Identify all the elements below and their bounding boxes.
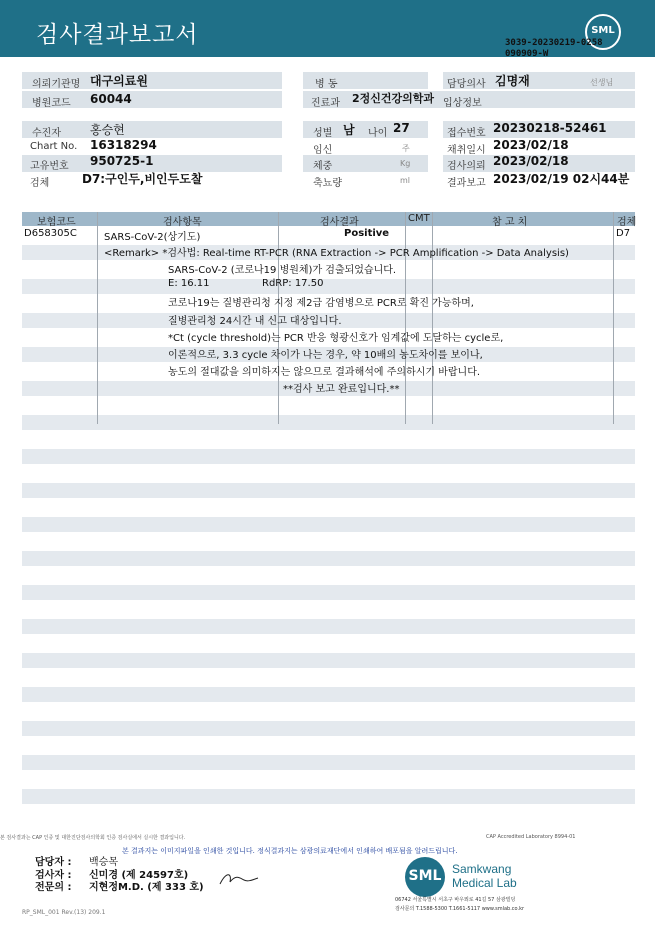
weight-label: 체중 bbox=[313, 161, 333, 172]
table-row-stripe bbox=[22, 585, 635, 600]
signature-icon bbox=[218, 868, 260, 888]
info-bar bbox=[22, 121, 282, 138]
dept-label: 진료과 bbox=[311, 98, 340, 109]
remark-line: 이론적으로, 3.3 cycle 차이가 나는 경우, 약 10배의 농도차이를 보이나, bbox=[168, 350, 483, 361]
collect-label: 채취일시 bbox=[447, 145, 486, 156]
collect-value: 2023/02/18 bbox=[493, 138, 569, 152]
remark-line: 코로나19는 질병관리청 지정 제2급 감염병으로 PCR로 확진 가능하며, bbox=[168, 298, 474, 309]
report-number-line2: 090909-W bbox=[505, 49, 549, 59]
official-notice: 본 결과지는 이미지파일을 인쇄한 것입니다. 정식결과지는 삼광의료재단에서 인쇄하여 배포됨을 알려드립니다. bbox=[122, 847, 458, 855]
urine-label: 축뇨량 bbox=[313, 178, 342, 189]
table-row-stripe bbox=[22, 789, 635, 804]
remark-line: 질병관리청 24시간 내 신고 대상입니다. bbox=[168, 316, 342, 327]
row-code: D658305C bbox=[24, 228, 77, 239]
id-label: 고유번호 bbox=[30, 161, 69, 172]
header-insurance-code: 보험코드 bbox=[37, 217, 76, 228]
chart-value: 16318294 bbox=[90, 138, 157, 152]
table-row-stripe bbox=[22, 517, 635, 532]
table-row-stripe bbox=[22, 755, 635, 770]
row-specimen: D7 bbox=[616, 228, 631, 239]
report-title: 검사결과보고서 bbox=[36, 22, 199, 48]
request-value: 2023/02/18 bbox=[493, 154, 569, 168]
header-cmt: CMT bbox=[408, 213, 430, 224]
urine-unit: ml bbox=[400, 176, 411, 185]
column-divider bbox=[613, 212, 614, 424]
reporter-label: 담당자 : bbox=[35, 857, 72, 868]
cap-number: CAP Accredited Laboratory 8994-01 bbox=[486, 834, 576, 840]
report-date-value: 2023/02/19 02시44분 bbox=[493, 172, 630, 186]
tester-label: 검사자 : bbox=[35, 870, 72, 881]
sml-lab-logo-icon bbox=[405, 857, 445, 897]
report-date-label: 결과보고 bbox=[447, 178, 486, 189]
report-number-line1: 3039-20230219-0258 bbox=[505, 38, 603, 48]
receipt-label: 접수번호 bbox=[447, 128, 486, 139]
hosp-code-label: 병원코드 bbox=[32, 98, 71, 109]
remark-line: *Ct (cycle threshold)는 PCR 반응 형광신호가 임계값에 도달하는 cycle로, bbox=[168, 333, 504, 344]
lab-name-line1: Samkwang bbox=[452, 862, 512, 876]
table-row-stripe bbox=[22, 551, 635, 566]
lab-name bbox=[452, 862, 517, 890]
remark-e-value: E: 16.11 bbox=[168, 278, 210, 289]
specimen-label: 검체 bbox=[30, 178, 50, 189]
doctor-suffix: 선생님 bbox=[590, 78, 614, 87]
header-specimen: 검체 bbox=[617, 217, 637, 228]
accreditation-note: 본 검사결과는 CAP 인증 및 대한진단검사의학회 인증 검사실에서 실시한 결과입니다. bbox=[0, 835, 186, 841]
table-row-stripe bbox=[22, 619, 635, 634]
header-result: 검사결과 bbox=[320, 217, 359, 228]
dept-value: 2정신건강의학과 bbox=[352, 92, 435, 105]
row-item: SARS-CoV-2(상기도) bbox=[104, 232, 201, 243]
table-row-stripe bbox=[22, 483, 635, 498]
doctor-label: 담당의사 bbox=[447, 79, 486, 90]
table-row-stripe bbox=[22, 721, 635, 736]
specimen-value: D7:구인두,비인두도찰 bbox=[82, 172, 203, 186]
remark-method: <Remark> *검사법: Real-time RT-PCR (RNA Extraction -> PCR Amplification -> Data Analysis) bbox=[104, 248, 569, 259]
remark-line: 농도의 절대값을 의미하지는 않으므로 결과해석에 주의하시기 바랍니다. bbox=[168, 367, 481, 378]
column-divider bbox=[97, 212, 98, 424]
tester-value: 신미경 (제 24597호) bbox=[89, 870, 189, 881]
form-code: RP_SML_001 Rev.(13) 209.1 bbox=[22, 909, 106, 916]
header-test-item: 검사항목 bbox=[163, 217, 202, 228]
table-row-stripe bbox=[22, 687, 635, 702]
sex-value: 남 bbox=[343, 123, 355, 137]
ward-label: 병 동 bbox=[315, 79, 338, 90]
org-value: 대구의료원 bbox=[90, 74, 148, 88]
receipt-value: 20230218-52461 bbox=[493, 121, 607, 135]
table-row-stripe bbox=[22, 415, 635, 430]
remark-line: SARS-CoV-2 (코로나19 병원체)가 검출되었습니다. bbox=[168, 265, 397, 276]
age-value: 27 bbox=[393, 121, 410, 135]
hosp-code-value: 60044 bbox=[90, 92, 132, 106]
doctor-value: 김명재 bbox=[495, 74, 530, 88]
report-complete: **검사 보고 완료입니다.** bbox=[283, 384, 400, 395]
sex-label: 성별 bbox=[313, 128, 333, 139]
lab-address: 06742 서울특별시 서초구 바우뫼로 41길 57 삼광빌딩 bbox=[395, 897, 516, 903]
lab-name-line2: Medical Lab bbox=[452, 876, 517, 890]
org-label: 의뢰기관명 bbox=[32, 79, 81, 90]
id-value: 950725-1 bbox=[90, 154, 154, 168]
request-label: 검사의뢰 bbox=[447, 161, 486, 172]
table-row-stripe bbox=[22, 279, 635, 294]
age-label: 나이 bbox=[368, 128, 388, 139]
lab-contact: 검사문의 T.1588-5300 T.1661-5117 www.smlab.co.kr bbox=[395, 906, 525, 912]
admission-label: 입상정보 bbox=[443, 98, 482, 109]
row-result: Positive bbox=[344, 228, 390, 239]
weight-unit: Kg bbox=[400, 159, 411, 168]
report-number bbox=[505, 38, 603, 60]
table-row-stripe bbox=[22, 449, 635, 464]
patient-value: 홍승현 bbox=[90, 123, 125, 137]
specialist-value: 지현정M.D. (제 333 호) bbox=[89, 882, 204, 893]
lab-logo-text: SML bbox=[408, 868, 442, 884]
remark-rdrp-value: RdRP: 17.50 bbox=[262, 278, 324, 289]
table-row-stripe bbox=[22, 653, 635, 668]
header-reference: 참 고 치 bbox=[492, 217, 528, 228]
pregnancy-unit: 주 bbox=[402, 144, 410, 153]
logo-text: SML bbox=[591, 25, 615, 36]
chart-label: Chart No. bbox=[30, 141, 78, 152]
pregnancy-label: 임신 bbox=[313, 145, 333, 156]
specialist-label: 전문의 : bbox=[35, 882, 72, 893]
patient-label: 수진자 bbox=[32, 128, 61, 139]
reporter-value: 백승목 bbox=[89, 857, 118, 868]
